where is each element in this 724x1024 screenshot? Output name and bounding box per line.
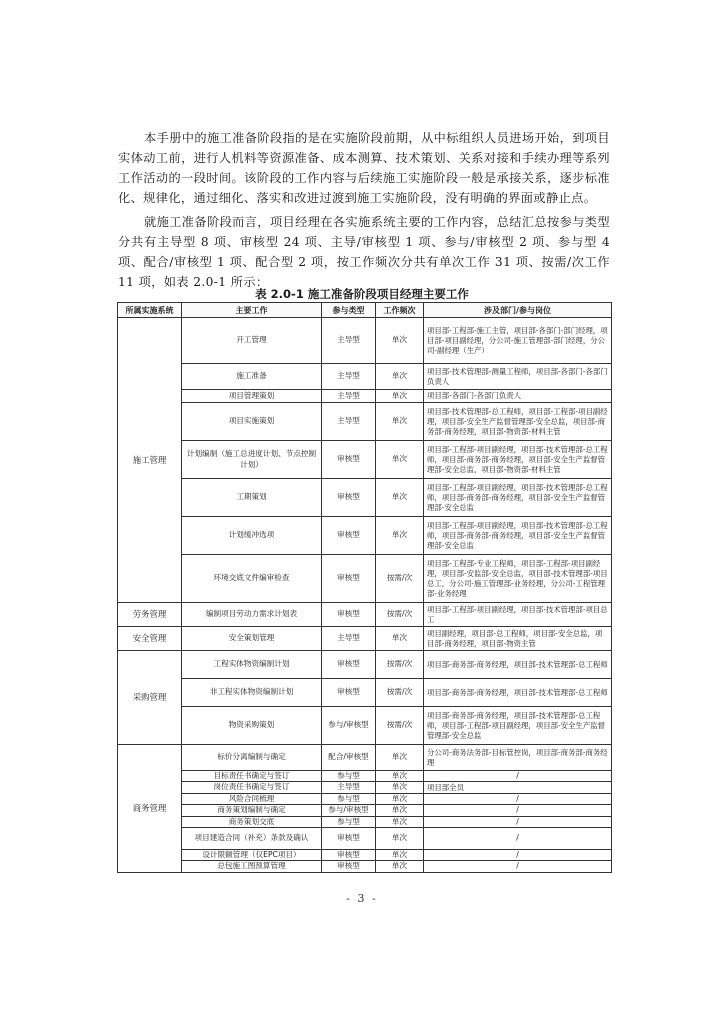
header-work: 主要工作	[182, 303, 322, 318]
table-caption: 表 2.0-1 施工准备阶段项目经理主要工作	[255, 287, 469, 301]
table-row	[118, 318, 612, 364]
row-departments-cell: 项目部-商务部-商务经理，项目部-技术管理部-总工程师	[424, 679, 612, 707]
row-work-cell: 项目建造合同（补充）条款及确认	[182, 828, 322, 850]
row-system-cell: 采购管理	[118, 651, 182, 745]
row-type-cell: 参与型	[322, 771, 376, 782]
row-departments-cell: 项目部-工程部-项目副经理，项目部-技术管理部-总工程师，项目部-商务部-商务经理，项目部-安全生产监督管理部-安全总监，项目部-物资部-材料主管	[424, 441, 612, 479]
table-row	[118, 364, 612, 390]
row-frequency-cell: 单次	[376, 364, 424, 390]
row-departments-cell: 项目部-商务部-商务经理，项目部-技术管理部-总工程师，项目部-工程部-项目副经理，项目部-安全生产监督管理部-安全总监	[424, 707, 612, 745]
table-row	[118, 441, 612, 479]
row-type-cell: 主导型	[322, 403, 376, 441]
row-work-cell: 总包施工图预算管理	[182, 861, 322, 872]
header-frequency: 工作频次	[376, 303, 424, 318]
row-departments-cell: 项目部-各部门-各部门负责人	[424, 390, 612, 403]
row-work-cell: 计划缓冲选项	[182, 517, 322, 555]
table-row	[118, 828, 612, 850]
row-departments-cell: 项目部-技术管理部-测量工程师，项目部-各部门-各部门负责人	[424, 364, 612, 390]
row-departments-cell: /	[424, 816, 612, 827]
row-work-cell: 环境交底文件编审检查	[182, 555, 322, 603]
row-frequency-cell: 单次	[376, 850, 424, 861]
row-type-cell: 审核型	[322, 828, 376, 850]
row-type-cell: 审核型	[322, 861, 376, 872]
row-departments-cell: 分公司-商务法务部-目标管控岗，项目部-商务部-商务经理	[424, 745, 612, 771]
table-row	[118, 850, 612, 861]
row-frequency-cell: 按需/次	[376, 555, 424, 603]
row-type-cell: 配合/审核型	[322, 745, 376, 771]
row-departments-cell: 项目部-工程部-施工主管，项目部-各部门-部门经理，项目部-项目副经理，分公司-施工管理部-部门经理，分公司-副经理（生产）	[424, 318, 612, 364]
row-frequency-cell: 按需/次	[376, 651, 424, 679]
table-header-row	[118, 303, 612, 318]
row-work-cell: 项目实施策划	[182, 403, 322, 441]
row-type-cell: 审核型	[322, 651, 376, 679]
row-work-cell: 计划编制（施工总进度计划、节点控制计划）	[182, 441, 322, 479]
row-type-cell: 审核型	[322, 603, 376, 627]
row-frequency-cell: 按需/次	[376, 603, 424, 627]
row-departments-cell: /	[424, 771, 612, 782]
row-type-cell: 审核型	[322, 441, 376, 479]
table-row	[118, 603, 612, 627]
row-frequency-cell: 单次	[376, 805, 424, 816]
row-frequency-cell: 按需/次	[376, 679, 424, 707]
row-departments-cell: 项目部-技术管理部-总工程师，项目部-工程部-项目副经理，项目部-安全生产监督管理部-安全总监，项目部-商务部-商务经理，项目部-物资部-材料主管	[424, 403, 612, 441]
row-departments-cell: 项目部-工程部-项目副经理，项目部-技术管理部-总工程师，项目部-商务部-商务经理，项目部-安全生产监督管理部-安全总监	[424, 479, 612, 517]
row-type-cell: 参与型	[322, 816, 376, 827]
table-row	[118, 403, 612, 441]
table-row	[118, 555, 612, 603]
intro-paragraph-2: 就施工准备阶段而言，项目经理在各实施系统主要的工作内容，总结汇总按参与类型分共有主导型 8 项、审核型 24 项、主导/审核型 1 项、参与/审核型 2 项、参与型 4 项、配合/审核型 1 项、配合型 2 项，按工作频次分共有单次工作 31 项、按需/次工作 11 项，如表 2.0-1 所示：	[118, 215, 610, 289]
table-row	[118, 782, 612, 793]
row-departments-cell: 项目部全员	[424, 782, 612, 793]
table-row	[118, 771, 612, 782]
row-work-cell: 目标责任书确定与签订	[182, 771, 322, 782]
table-row	[118, 479, 612, 517]
row-work-cell: 商务策划交底	[182, 816, 322, 827]
row-work-cell: 施工准备	[182, 364, 322, 390]
row-type-cell: 参与/审核型	[322, 805, 376, 816]
row-work-cell: 岗位责任书确定与签订	[182, 782, 322, 793]
row-type-cell: 审核型	[322, 555, 376, 603]
row-system-cell: 施工管理	[118, 318, 182, 603]
row-frequency-cell: 单次	[376, 627, 424, 651]
row-work-cell: 安全策划管理	[182, 627, 322, 651]
table-row	[118, 679, 612, 707]
row-work-cell: 物资采购策划	[182, 707, 322, 745]
row-departments-cell: /	[424, 805, 612, 816]
row-departments-cell: /	[424, 828, 612, 850]
header-type: 参与类型	[322, 303, 376, 318]
row-departments-cell: 项目部-商务部-商务经理，项目部-技术管理部-总工程师	[424, 651, 612, 679]
table-row	[118, 627, 612, 651]
row-work-cell: 非工程实体物资编制计划	[182, 679, 322, 707]
row-type-cell: 主导型	[322, 627, 376, 651]
table-row	[118, 861, 612, 872]
row-work-cell: 工程实体物资编制计划	[182, 651, 322, 679]
row-work-cell: 商务策划编制与确定	[182, 805, 322, 816]
table-row	[118, 793, 612, 804]
row-type-cell: 主导型	[322, 318, 376, 364]
row-work-cell: 设计限额管理（仅EPC项目）	[182, 850, 322, 861]
row-type-cell: 主导型	[322, 364, 376, 390]
row-frequency-cell: 单次	[376, 828, 424, 850]
row-type-cell: 主导型	[322, 390, 376, 403]
row-type-cell: 参与/审核型	[322, 707, 376, 745]
table-row	[118, 517, 612, 555]
table-body	[118, 318, 612, 873]
row-type-cell: 审核型	[322, 679, 376, 707]
row-frequency-cell: 单次	[376, 816, 424, 827]
row-frequency-cell: 单次	[376, 318, 424, 364]
table-row	[118, 816, 612, 827]
row-work-cell: 工期策划	[182, 479, 322, 517]
table-row	[118, 805, 612, 816]
header-system: 所属实施系统	[118, 303, 182, 318]
row-system-cell: 商务管理	[118, 745, 182, 873]
row-frequency-cell: 单次	[376, 441, 424, 479]
row-frequency-cell: 单次	[376, 479, 424, 517]
row-work-cell: 风险合同梳理	[182, 793, 322, 804]
row-frequency-cell: 单次	[376, 861, 424, 872]
row-type-cell: 主导型	[322, 782, 376, 793]
row-work-cell: 标价分离编制与确定	[182, 745, 322, 771]
row-departments-cell: 项目部-工程部-项目副经理，项目部-技术管理部-项目总工	[424, 603, 612, 627]
row-departments-cell: /	[424, 850, 612, 861]
row-type-cell: 参与型	[322, 793, 376, 804]
table-row	[118, 390, 612, 403]
row-departments-cell: /	[424, 793, 612, 804]
row-departments-cell: 项目部-工程部-专业工程师，项目部-工程部-项目副经理，项目部-安监部-安全总监，项目部-技术管理部-项目总工，分公司-施工管理部-业务经理，分公司-工程管理部-业务经理	[424, 555, 612, 603]
row-frequency-cell: 单次	[376, 782, 424, 793]
row-type-cell: 审核型	[322, 850, 376, 861]
row-frequency-cell: 单次	[376, 745, 424, 771]
table-row	[118, 651, 612, 679]
row-departments-cell: 项目副经理，项目部-总工程师，项目部-安全总监，项目部-商务经理，项目部-物资主管	[424, 627, 612, 651]
row-frequency-cell: 按需/次	[376, 707, 424, 745]
row-frequency-cell: 单次	[376, 793, 424, 804]
row-frequency-cell: 单次	[376, 390, 424, 403]
row-type-cell: 审核型	[322, 479, 376, 517]
page-number: - 3 -	[346, 892, 378, 905]
row-frequency-cell: 单次	[376, 771, 424, 782]
row-work-cell: 编制项目劳动力需求计划表	[182, 603, 322, 627]
row-frequency-cell: 单次	[376, 403, 424, 441]
table-row	[118, 707, 612, 745]
row-departments-cell: 项目部-工程部-项目副经理，项目部-技术管理部-总工程师，项目部-商务部-商务经理，项目部-安全生产监督管理部-安全总监	[424, 517, 612, 555]
intro-paragraph-1: 本手册中的施工准备阶段指的是在实施阶段前期，从中标组织人员进场开始，到项目实体动工前，进行人机料等资源准备、成本测算、技术策划、关系对接和手续办理等系列工作活动的一段时间。该阶段的工作内容与后续施工实施阶段一般是承接关系，逐步标准化、规律化，通过细化、落实和改进过渡到施工实施阶段，没有明确的界面或静止点。	[118, 131, 610, 205]
row-departments-cell: /	[424, 861, 612, 872]
row-frequency-cell: 单次	[376, 517, 424, 555]
row-system-cell: 安全管理	[118, 627, 182, 651]
table-row	[118, 745, 612, 771]
header-departments: 涉及部门/参与岗位	[424, 303, 612, 318]
row-system-cell: 劳务管理	[118, 603, 182, 627]
row-type-cell: 审核型	[322, 517, 376, 555]
row-work-cell: 项目管理策划	[182, 390, 322, 403]
row-work-cell: 开工管理	[182, 318, 322, 364]
project-manager-work-table	[117, 302, 612, 873]
